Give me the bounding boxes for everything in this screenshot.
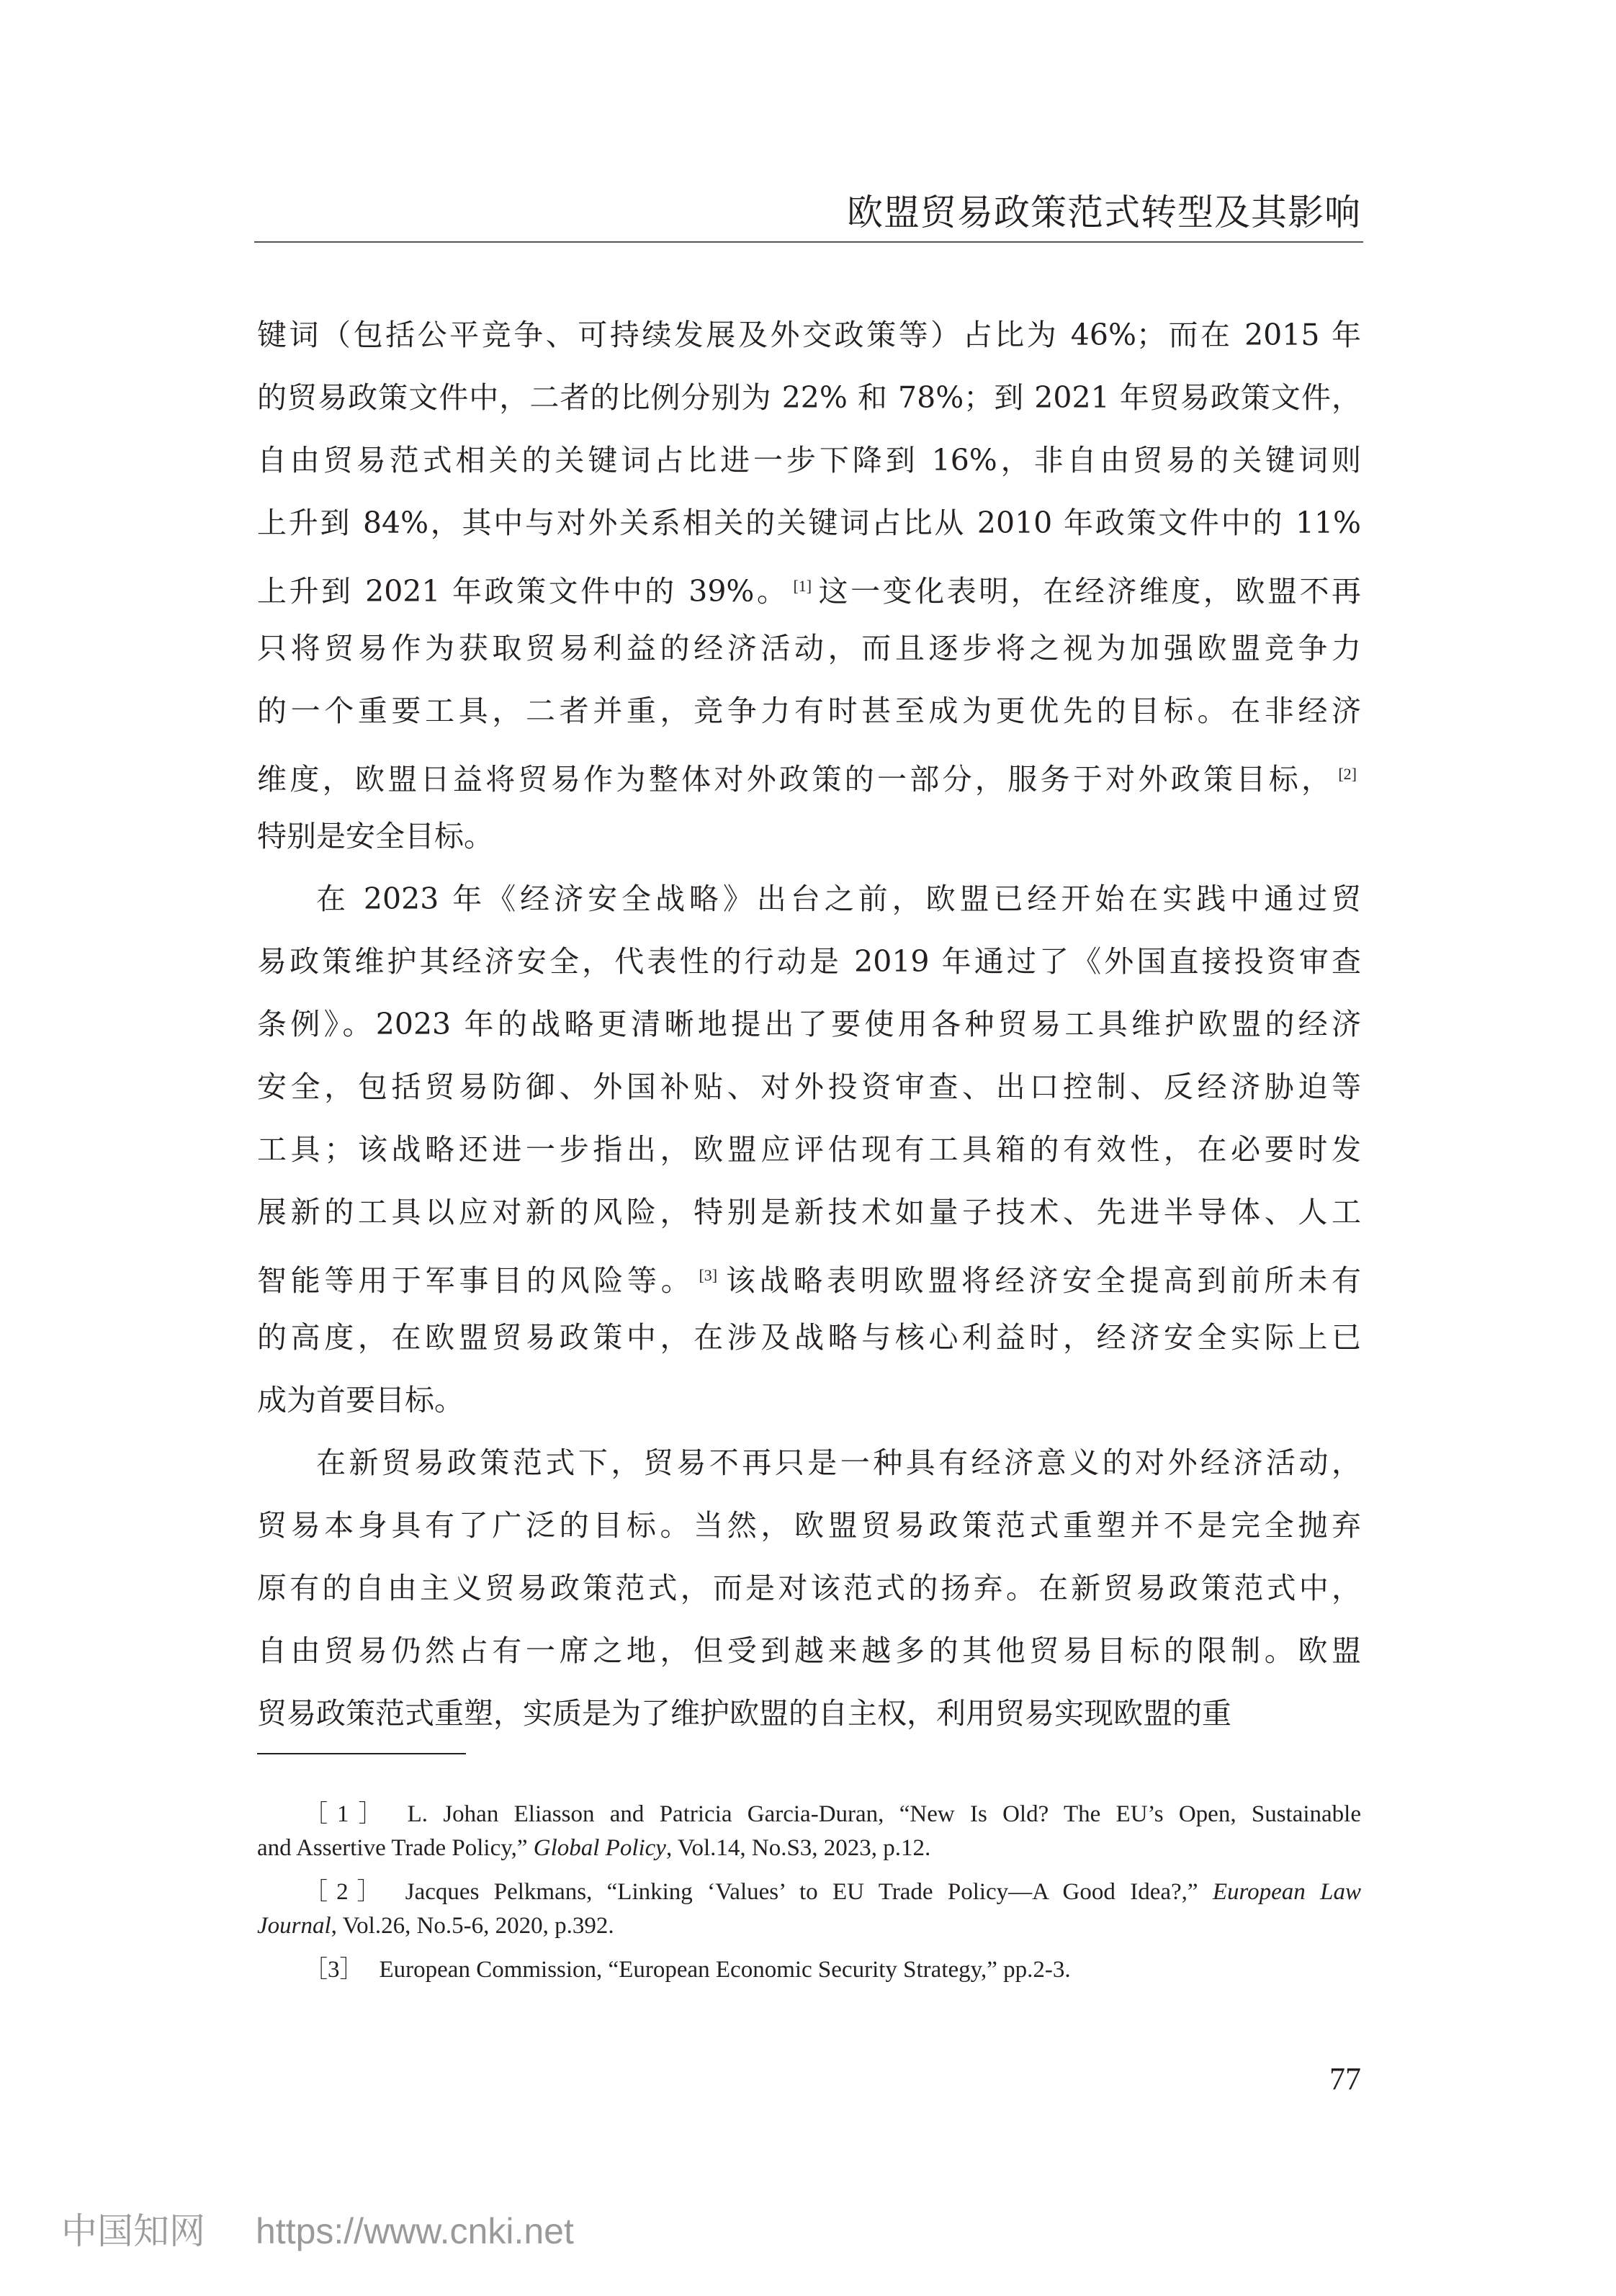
line-text: 易政策维护其经济安全，代表性的行动是 2019 年通过了《外国直接投资审查 (257, 944, 1361, 979)
line-text: 的贸易政策文件中，二者的比例分别为 22% 和 78%；到 2021 年贸易政策文件， (257, 380, 1361, 415)
footnote-text: and Assertive Trade Policy,” (257, 1835, 534, 1861)
text-line (257, 868, 1361, 930)
footnote-reference[interactable]: [2] (1338, 765, 1357, 783)
footnote (257, 1798, 1361, 1865)
line-text: 的一个重要工具，二者并重，竞争力有时甚至成为更优先的目标。在非经济 (257, 694, 1361, 728)
line-text: 成为首要目标。 (257, 1383, 464, 1417)
line-text: 上升到 84%，其中与对外关系相关的关键词占比从 2010 年政策文件中的 11% (257, 506, 1361, 540)
line-text: 展新的工具以应对新的风险，特别是新技术如量子技术、先进半导体、人工 (257, 1195, 1361, 1229)
footnotes (257, 1798, 1361, 1997)
footnote-reference[interactable]: [3] (699, 1266, 718, 1284)
body-text (257, 304, 1361, 1745)
text-line (257, 930, 1361, 993)
footnote-line (257, 1831, 1361, 1865)
line-text: 该战略表明欧盟将经济安全提高到前所未有 (722, 1263, 1361, 1298)
running-header-title: 欧盟贸易政策范式转型及其影响 (847, 192, 1361, 233)
page-number: 77 (1329, 2061, 1361, 2097)
line-text: 特别是安全目标。 (257, 819, 493, 853)
line-text: 自由贸易范式相关的关键词占比进一步下降到 16%，非自由贸易的关键词则 (257, 443, 1361, 477)
journal-title: European Law (1212, 1879, 1362, 1905)
text-line (257, 1432, 1361, 1494)
text-line (257, 1369, 1361, 1432)
watermark-url: https://www.cnki.net (256, 2211, 574, 2251)
line-text: 这一变化表明，在经济维度，欧盟不再 (816, 574, 1361, 609)
line-text: 智能等用于军事目的风险等。 (257, 1263, 695, 1298)
footnote-number: ［3］ (304, 1957, 364, 1983)
journal-title: Global Policy (533, 1835, 666, 1861)
footnote-text: , Vol.26, No.5-6, 2020, p.392. (331, 1913, 614, 1939)
footnote-reference[interactable]: [1] (793, 577, 812, 595)
header-rule (254, 241, 1363, 243)
text-line (257, 492, 1361, 555)
line-text: 贸易本身具有了广泛的目标。当然，欧盟贸易政策范式重塑并不是完全抛弃 (257, 1508, 1361, 1543)
footnote (257, 1875, 1361, 1943)
footnote-number: ［1］ (304, 1801, 392, 1827)
line-text: 安全，包括贸易防御、外国补贴、对外投资审查、出口控制、反经济胁迫等 (257, 1069, 1361, 1104)
paragraph (257, 868, 1361, 1432)
line-text: 的高度，在欧盟贸易政策中，在涉及战略与核心利益时，经济安全实际上已 (257, 1320, 1361, 1355)
text-line (257, 680, 1361, 743)
journal-title: Journal (257, 1913, 331, 1939)
text-line (257, 1056, 1361, 1118)
text-line (257, 1682, 1361, 1745)
text-line (257, 429, 1361, 492)
footnote-number: ［2］ (304, 1879, 390, 1905)
text-line (257, 555, 1361, 617)
line-text: 键词（包括公平竞争、可持续发展及外交政策等）占比为 46%；而在 2015 年 (257, 318, 1361, 352)
text-line (257, 1118, 1361, 1181)
text-line (257, 993, 1361, 1056)
line-text: 上升到 2021 年政策文件中的 39%。 (257, 574, 789, 609)
footnote-text: , Vol.14, No.S3, 2023, p.12. (665, 1835, 931, 1861)
text-line (257, 304, 1361, 367)
line-text: 在新贸易政策范式下，贸易不再只是一种具有经济意义的对外经济活动， (316, 1445, 1361, 1480)
footnote-rule (257, 1753, 466, 1754)
line-text: 贸易政策范式重塑，实质是为了维护欧盟的自主权，利用贸易实现欧盟的重 (257, 1696, 1231, 1731)
paragraph (257, 1432, 1361, 1745)
text-line (257, 1244, 1361, 1306)
footnote (257, 1953, 1361, 1987)
text-line (257, 805, 1361, 868)
line-text: 条例》。2023 年的战略更清晰地提出了要使用各种贸易工具维护欧盟的经济 (257, 1007, 1361, 1041)
line-text: 自由贸易仍然占有一席之地，但受到越来越多的其他贸易目标的限制。欧盟 (257, 1633, 1361, 1668)
text-line (257, 367, 1361, 429)
footnote-line (257, 1875, 1361, 1909)
paragraph (257, 304, 1361, 868)
footnote-text: Jacques Pelkmans, “Linking ‘Values’ to EU Trade Policy—A Good Idea?,” (405, 1879, 1213, 1905)
text-line (257, 743, 1361, 805)
text-line (257, 1557, 1361, 1620)
text-line (257, 1306, 1361, 1369)
watermark-site-name: 中国知网 (61, 2210, 205, 2252)
line-text: 维度，欧盟日益将贸易作为整体对外政策的一部分，服务于对外政策目标， (257, 762, 1334, 797)
text-line (257, 1620, 1361, 1682)
line-text: 在 2023 年《经济安全战略》出台之前，欧盟已经开始在实践中通过贸 (316, 882, 1361, 916)
footnote-line (257, 1798, 1361, 1831)
line-text: 只将贸易作为获取贸易利益的经济活动，而且逐步将之视为加强欧盟竞争力 (257, 631, 1361, 665)
text-line (257, 1181, 1361, 1244)
line-text: 工具；该战略还进一步指出，欧盟应评估现有工具箱的有效性，在必要时发 (257, 1132, 1361, 1167)
footnote-line (257, 1909, 1361, 1943)
footnote-line (257, 1953, 1361, 1987)
text-line (257, 1494, 1361, 1557)
cnki-watermark (61, 2206, 574, 2256)
line-text: 原有的自由主义贸易政策范式，而是对该范式的扬弃。在新贸易政策范式中， (257, 1571, 1361, 1605)
footnote-text: L. Johan Eliasson and Patricia Garcia-Duran, “New Is Old? The EU’s Open, Sustainable (407, 1801, 1362, 1827)
text-line (257, 617, 1361, 680)
footnote-text: European Commission, “European Economic Security Strategy,” pp.2-3. (379, 1957, 1071, 1983)
